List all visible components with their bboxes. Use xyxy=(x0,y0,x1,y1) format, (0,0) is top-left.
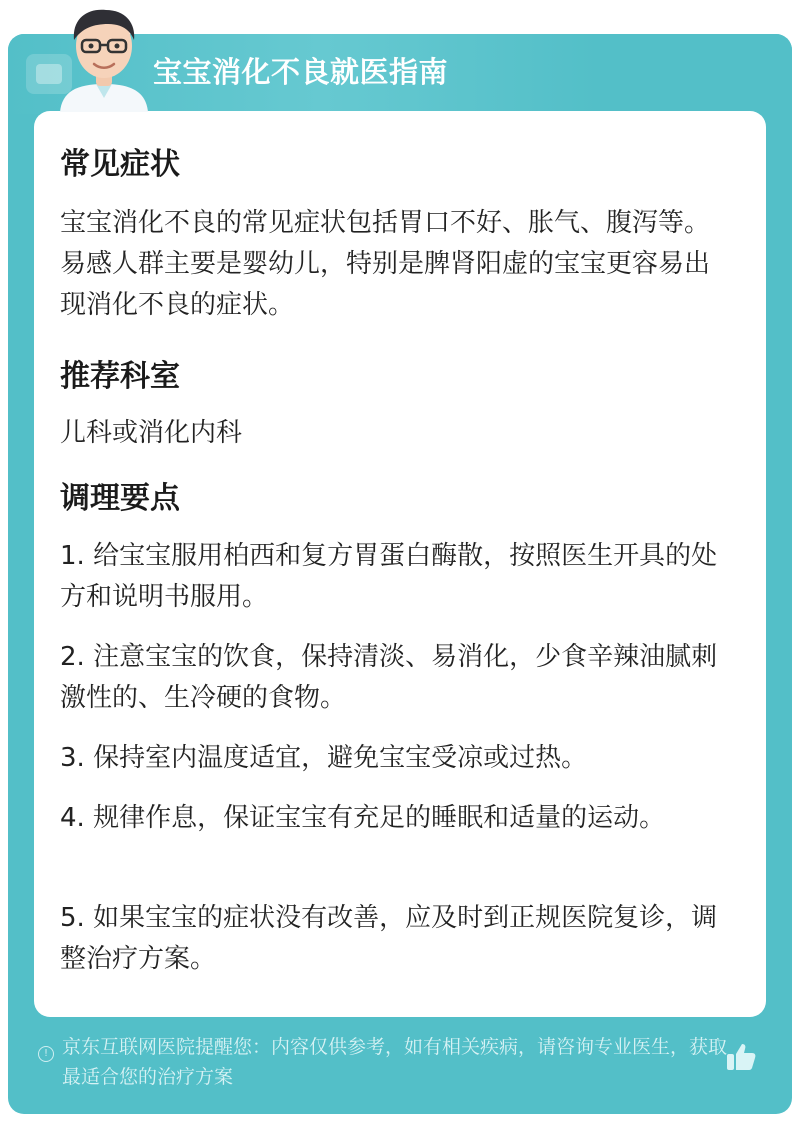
care-item: 1. 给宝宝服用柏西和复方胃蛋白酶散，按照医生开具的处方和说明书服用。 xyxy=(60,541,718,612)
care-item: 4. 规律作息，保证宝宝有充足的睡眠和适量的运动。 xyxy=(60,803,666,833)
doctor-avatar xyxy=(52,0,156,112)
guide-panel xyxy=(8,34,792,1114)
disclaimer-text: 京东互联网医院提醒您：内容仅供参考，如有相关疾病，请咨询专业医生，获取最适合您的治疗方案 xyxy=(62,1036,728,1088)
department-text: 儿科或消化内科 xyxy=(60,418,243,448)
care-item: 3. 保持室内温度适宜，避免宝宝受凉或过热。 xyxy=(60,743,588,773)
disclaimer-footer xyxy=(8,1026,792,1106)
section-title-care: 调理要点 xyxy=(60,481,180,516)
care-item: 2. 注意宝宝的饮食，保持清淡、易消化，少食辛辣油腻刺激性的、生冷硬的食物。 xyxy=(60,642,718,713)
care-item: 5. 如果宝宝的症状没有改善，应及时到正规医院复诊，调整治疗方案。 xyxy=(60,903,718,974)
content-card xyxy=(34,111,766,1017)
thumbs-up-icon[interactable] xyxy=(724,1040,758,1074)
page-title: 宝宝消化不良就医指南 xyxy=(153,55,449,89)
symptoms-text: 宝宝消化不良的常见症状包括胃口不好、胀气、腹泻等。易感人群主要是婴幼儿，特别是脾肾阳虚的宝宝更容易出现消化不良的症状。 xyxy=(60,208,711,320)
info-icon: ! xyxy=(38,1046,54,1062)
section-title-symptoms: 常见症状 xyxy=(60,147,180,182)
section-title-department: 推荐科室 xyxy=(60,359,180,394)
